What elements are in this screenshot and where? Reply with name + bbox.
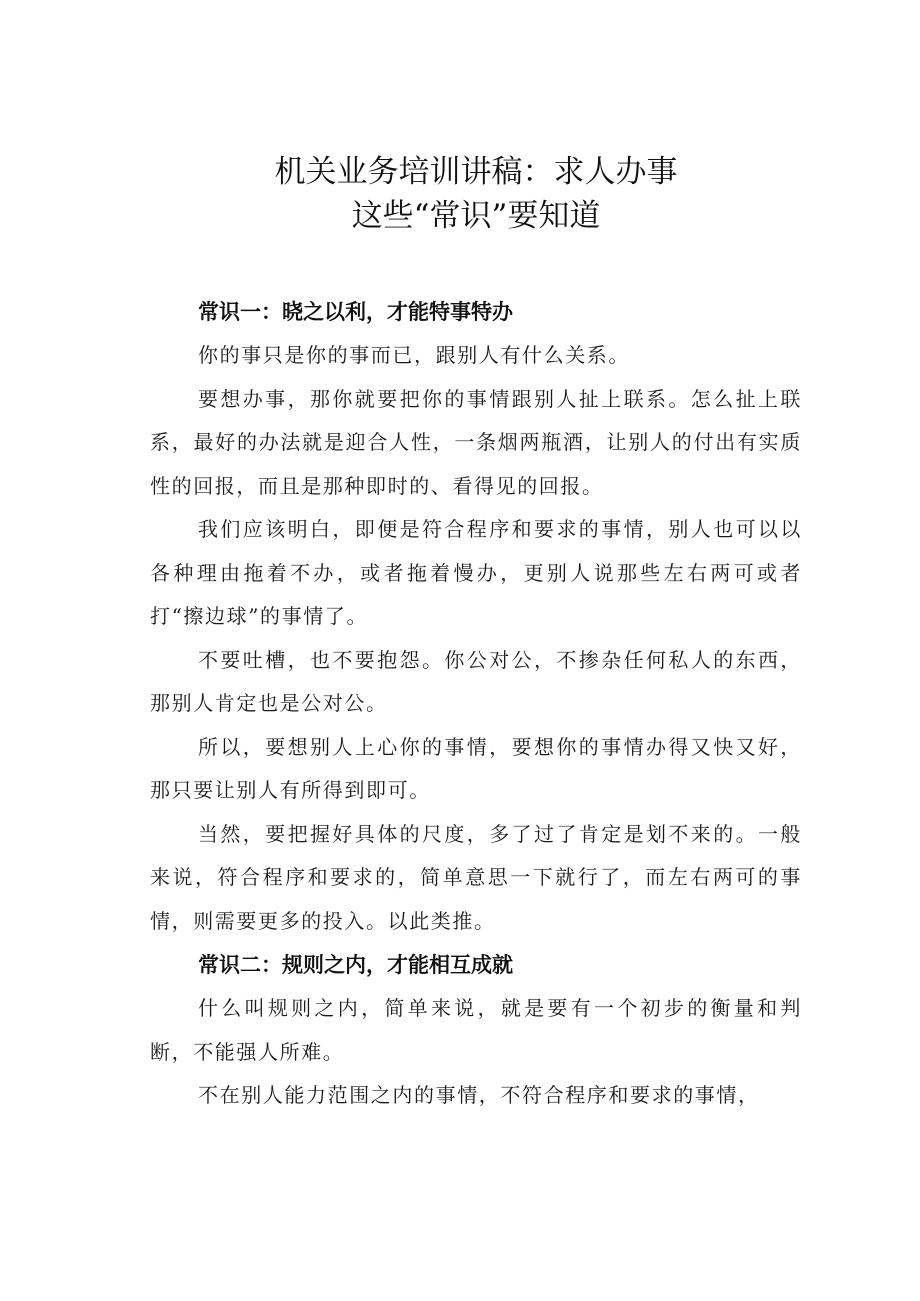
title-line-2: 这些“常识”要知道	[351, 198, 601, 234]
paragraph: 当然，要把握好具体的尺度，多了过了肯定是划不来的。一般来说，符合程序和要求的，简单意思一下就行了，而左右两可的事情，则需要更多的投入。以此类推。	[150, 821, 802, 933]
document-title	[150, 150, 802, 238]
paragraph: 不在别人能力范围之内的事情，不符合程序和要求的事情，	[198, 1083, 760, 1107]
paragraph: 要想办事，那你就要把你的事情跟别人扯上联系。怎么扯上联系，最好的办法就是迎合人性，一条烟两瓶酒，让别人的付出有实质性的回报，而且是那种即时的、看得见的回报。	[150, 386, 802, 498]
paragraph: 不要吐槽，也不要抱怨。你公对公，不掺杂任何私人的东西，那别人肯定也是公对公。	[150, 647, 802, 715]
section-heading-2: 常识二：规则之内，才能相互成就	[198, 953, 513, 977]
paragraph: 我们应该明白，即便是符合程序和要求的事情，别人也可以以各种理由拖着不办，或者拖着慢办，更别人说那些左右两可或者打“擦边球”的事情了。	[150, 517, 802, 628]
paragraph: 你的事只是你的事而已，跟别人有什么关系。	[198, 343, 630, 367]
paragraph: 所以，要想别人上心你的事情，要想你的事情办得又快又好，那只要让别人有所得到即可。	[150, 734, 802, 802]
title-line-1: 机关业务培训讲稿：求人办事	[274, 154, 678, 190]
document-page	[150, 150, 802, 1118]
section-heading-1: 常识一：晓之以利，才能特事特办	[198, 300, 513, 324]
document-body	[150, 290, 802, 1118]
paragraph: 什么叫规则之内，简单来说，就是要有一个初步的衡量和判断，不能强人所难。	[150, 996, 802, 1064]
